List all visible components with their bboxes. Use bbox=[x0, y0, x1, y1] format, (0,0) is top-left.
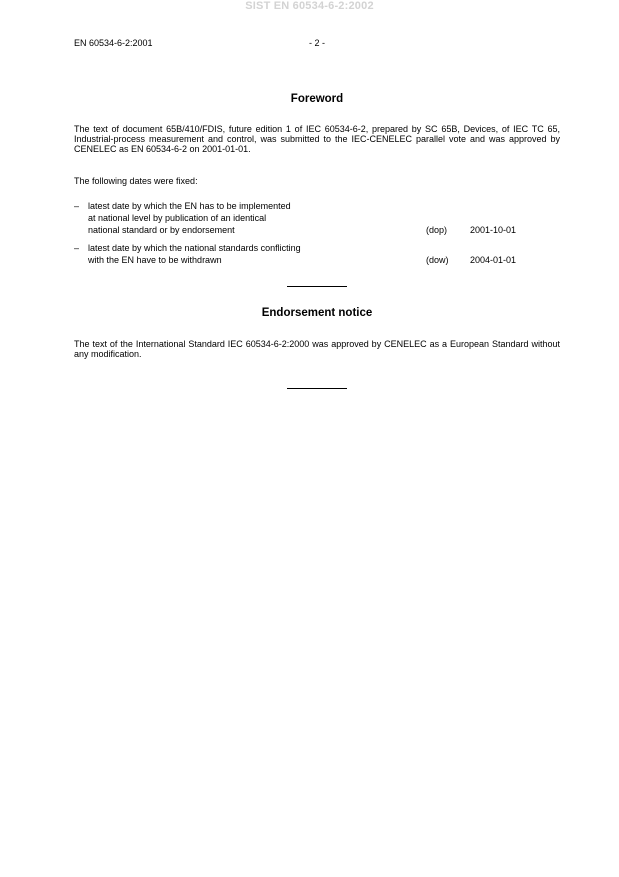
date-item-line: latest date by which the national standards conflicting bbox=[88, 243, 301, 253]
document-id: EN 60534-6-2:2001 bbox=[74, 38, 153, 48]
date-code: (dop) bbox=[426, 225, 448, 235]
date-item-line: at national level by publication of an identical bbox=[88, 213, 267, 223]
date-value: 2004-01-01 bbox=[470, 255, 517, 265]
page-number: - 2 - bbox=[308, 38, 325, 48]
foreword-paragraph: The text of document 65B/410/FDIS, future edition 1 of IEC 60534-6-2, prepared by SC 65B, Devices, of IEC TC 65, Industrial-process measurement and control, was submitted to the IEC-CENELEC parallel vote and was approved by CENELEC as EN 60534-6-2 on 2001-01-01. bbox=[74, 124, 560, 154]
foreword-heading: Foreword bbox=[290, 93, 344, 105]
date-item-line: with the EN have to be withdrawn bbox=[88, 255, 222, 265]
date-value: 2001-10-01 bbox=[470, 225, 517, 235]
date-code: (dow) bbox=[426, 255, 449, 265]
dates-intro: The following dates were fixed: bbox=[74, 176, 198, 186]
date-item-line: national standard or by endorsement bbox=[88, 225, 235, 235]
endorsement-heading: Endorsement notice bbox=[261, 307, 373, 319]
section-divider bbox=[287, 286, 347, 287]
endorsement-paragraph: The text of the International Standard IEC 60534-6-2:2000 was approved by CENELEC as a European Standard without any modification. bbox=[74, 339, 560, 359]
list-bullet: – bbox=[74, 243, 80, 253]
list-bullet: – bbox=[74, 201, 80, 211]
section-divider bbox=[287, 388, 347, 389]
date-item-line: latest date by which the EN has to be implemented bbox=[88, 201, 291, 211]
watermark: SIST EN 60534-6-2:2002 bbox=[245, 0, 374, 12]
